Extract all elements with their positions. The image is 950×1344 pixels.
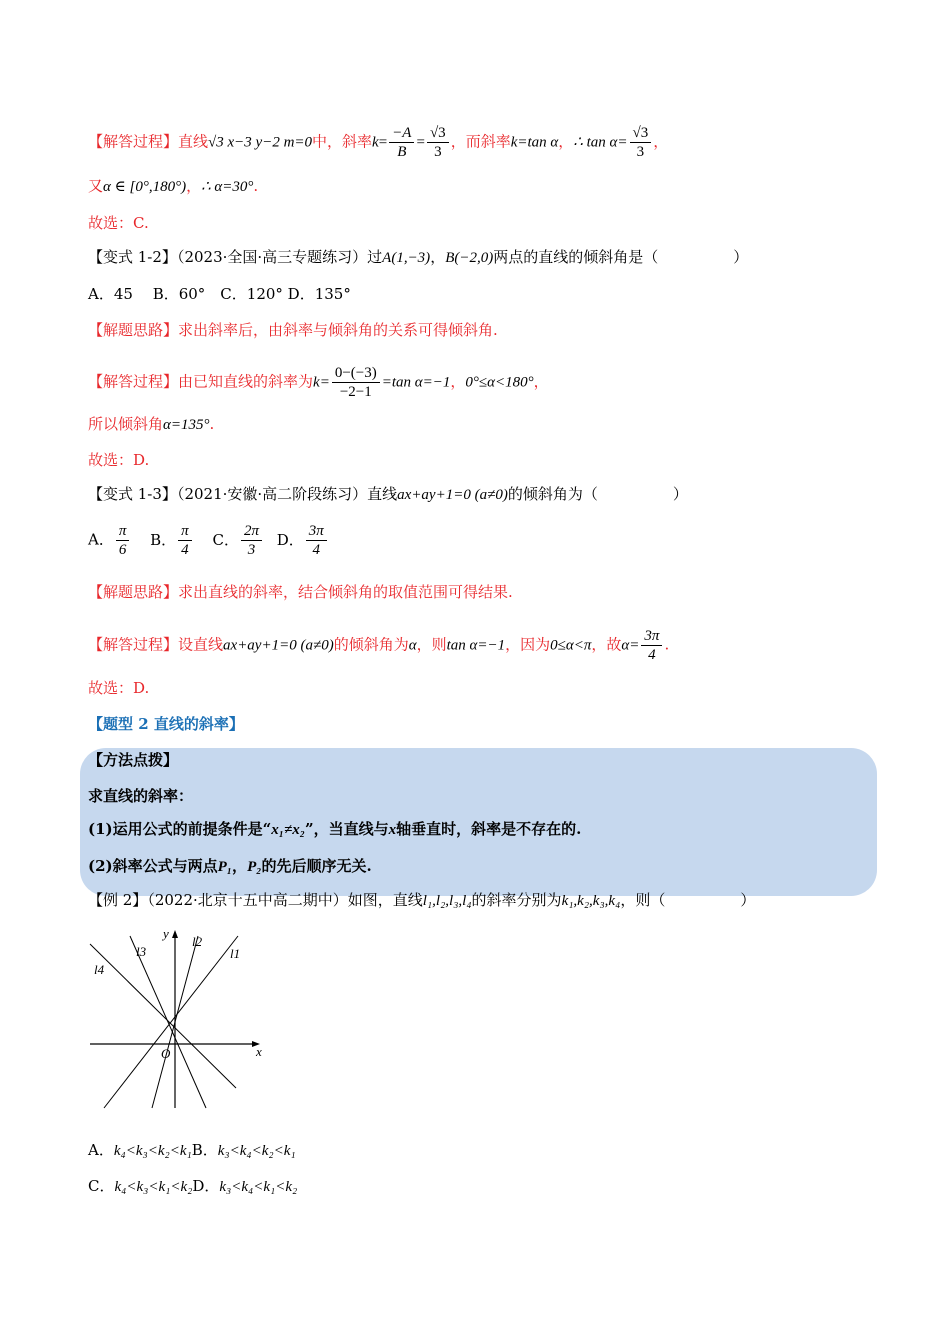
fraction-numerator: 2π: [241, 522, 262, 541]
text: 所以倾斜角: [88, 415, 164, 433]
option-c-fraction: [241, 522, 262, 559]
method-line-3: [88, 856, 372, 877]
fraction: [630, 124, 652, 161]
math: α: [408, 637, 417, 654]
option-a-label: A．: [88, 1141, 114, 1159]
text: ，: [430, 248, 446, 266]
option-c-label: C．: [88, 1177, 115, 1195]
fraction: [332, 364, 380, 401]
math: ax+ay+1=0 (a≠0): [397, 487, 508, 503]
text: 两点的直线的倾斜角是（ ）: [493, 248, 749, 266]
math: 0°≤α<180°: [465, 374, 534, 391]
text: 又: [88, 177, 104, 195]
math-eq: =: [416, 134, 425, 151]
fraction-numerator: 3π: [641, 627, 662, 646]
option-a-label: A．: [88, 530, 114, 549]
text: ，而斜率: [450, 132, 511, 151]
question-source: （2022·北京十五中高二期中）如图，直线: [147, 891, 423, 909]
math: =tan α=−1: [381, 374, 451, 391]
example-tag: 【例 2】: [88, 891, 148, 909]
solution-process-line: [88, 627, 669, 664]
solution-idea-line: [88, 582, 513, 602]
option-b-label: B．: [191, 1141, 218, 1159]
l3-label: l3: [136, 944, 147, 959]
variant-1-3-options: [88, 522, 329, 559]
option-b-fraction: [178, 522, 192, 559]
variant-1-2-question: [88, 247, 748, 268]
text: ，: [186, 177, 202, 195]
text: 求出直线的斜率，结合倾斜角的取值范围可得结果.: [178, 583, 513, 601]
fraction: [389, 124, 414, 161]
fraction-numerator: 0−(−3): [332, 364, 380, 383]
math: ∴ tan α=: [573, 134, 628, 151]
text: (2)斜率公式与两点: [88, 857, 218, 875]
math-eq: =: [378, 134, 388, 151]
method-title: 【方法点拨】: [88, 751, 179, 769]
example-2-question: [88, 890, 755, 911]
variant-1-3-question: [88, 484, 688, 505]
fraction-numerator: √3: [427, 124, 449, 143]
fraction-numerator: π: [116, 522, 130, 541]
text: 轴垂直时，斜率是不存在的.: [396, 820, 582, 838]
math: k=tan α: [510, 134, 559, 151]
text: ，则: [416, 635, 447, 654]
text: 求出斜率后，由斜率与倾斜角的关系可得倾斜角.: [178, 321, 498, 339]
text: .: [664, 635, 670, 654]
text: ，故: [591, 635, 622, 654]
math: x: [388, 822, 397, 838]
math: ∴ α=30°: [201, 179, 254, 195]
option-a-expr: k₄<k₃<k₂<k₁: [113, 1143, 192, 1159]
math: α=: [621, 637, 640, 654]
fraction-denominator: 4: [648, 647, 656, 663]
text: 中，斜率: [312, 132, 373, 151]
math: l₁,l₂,l₃,l₄: [422, 893, 472, 909]
math: tan α=−1: [446, 637, 506, 654]
section-heading: 【题型 2 直线的斜率】: [88, 715, 244, 733]
fraction-denominator: B: [397, 144, 407, 160]
option-d-fraction: [306, 522, 327, 559]
option-d-label: D．: [276, 530, 304, 549]
fraction-denominator: 4: [181, 542, 189, 558]
point-a: A(1,−3): [382, 250, 431, 266]
math-k: k: [372, 134, 379, 151]
text: 的斜率分别为: [471, 891, 562, 909]
fraction-denominator: 3: [636, 144, 645, 160]
line-l3: [130, 936, 206, 1108]
math: k₁,k₂,k₃,k₄: [561, 893, 621, 909]
section-tag: 【解题思路】: [88, 321, 179, 339]
y-axis-arrow-icon: [172, 930, 178, 938]
l4-label: l4: [94, 962, 105, 977]
lines-figure: [84, 922, 274, 1112]
fraction: [427, 124, 449, 161]
math: P₂: [247, 859, 262, 875]
text: 的倾斜角为（ ）: [507, 485, 688, 503]
option-b-expr: k₃<k₄<k₂<k₁: [217, 1143, 296, 1159]
fraction-denominator: 6: [118, 542, 127, 558]
option-a-fraction: [116, 522, 130, 559]
method-line-1: 求直线的斜率：: [88, 787, 194, 805]
l1-label: l1: [230, 946, 241, 961]
solution-process-line: [88, 364, 549, 401]
option-c-expr: k₄<k₃<k₁<k₂: [114, 1179, 193, 1195]
option-d-expr: k₃<k₄<k₁<k₂: [219, 1179, 298, 1195]
math: ax+ay+1=0 (a≠0): [223, 637, 334, 654]
text: 的先后顺序无关.: [261, 857, 372, 875]
math: k=: [313, 374, 330, 391]
answer-line: 故选：D.: [88, 679, 150, 697]
text: ，: [450, 372, 466, 391]
text: ，: [653, 132, 669, 151]
section-tag: 【解答过程】: [88, 132, 179, 151]
origin-label: O: [161, 1046, 171, 1061]
solution-idea-line: [88, 320, 498, 340]
line-l1: [104, 936, 241, 1108]
text: ”，当直线与: [304, 820, 389, 838]
fraction: [641, 627, 662, 664]
variant-tag: 【变式 1-2】: [88, 248, 177, 266]
fraction-numerator: π: [178, 522, 192, 541]
text: .: [253, 177, 259, 195]
text: ，因为: [505, 635, 551, 654]
x-axis-label: x: [256, 1044, 262, 1059]
example-2-options-ab: [88, 1140, 296, 1161]
text: .: [209, 415, 215, 433]
math: α ∈ [0°,180°): [103, 179, 187, 195]
option-c-label: C．: [212, 530, 239, 549]
section-tag: 【解答过程】: [88, 372, 179, 391]
math: x₁≠x₂: [271, 822, 305, 838]
variant-1-2-options: A．45 B．60° C．120° D．135°: [88, 285, 351, 303]
answer-line: 故选：D.: [88, 451, 150, 469]
text: 的倾斜角为: [333, 635, 409, 654]
fraction-denominator: 3: [434, 144, 442, 160]
text: 设直线: [178, 635, 224, 654]
point-b: B(−2,0): [445, 250, 494, 266]
text: 直线: [178, 132, 209, 151]
method-line-2: [88, 819, 581, 840]
fraction-denominator: 3: [247, 542, 256, 558]
section-tag: 【解题思路】: [88, 583, 179, 601]
text: 由已知直线的斜率为: [178, 372, 314, 391]
l2-label: l2: [192, 934, 203, 949]
fraction-numerator: 3π: [306, 522, 327, 541]
math: P₁: [217, 859, 233, 875]
solution-process-line: [88, 124, 668, 161]
result-line: [88, 414, 214, 435]
fraction-numerator: −A: [389, 124, 414, 143]
question-source: （2021·安徽·高二阶段练习）直线: [176, 485, 398, 503]
text: ，: [232, 857, 248, 875]
option-d-label: D．: [192, 1177, 220, 1195]
section-tag: 【解答过程】: [88, 635, 179, 654]
example-2-options-cd: [88, 1176, 297, 1197]
y-axis-label: y: [163, 926, 169, 941]
text: ，: [558, 132, 574, 151]
fraction-numerator: √3: [630, 124, 652, 143]
text: ，: [533, 372, 549, 391]
fraction-denominator: 4: [312, 542, 321, 558]
variant-tag: 【变式 1-3】: [88, 485, 177, 503]
math: α=135°: [163, 417, 210, 433]
solution-continuation-line: [88, 176, 258, 197]
answer-line: 故选：C.: [88, 214, 149, 232]
text: ，则（ ）: [620, 891, 756, 909]
math: 0≤α<π: [550, 637, 592, 654]
text: (1)运用公式的前提条件是“: [88, 820, 272, 838]
fraction-denominator: −2−1: [339, 384, 372, 400]
question-source: （2023·全国·高三专题练习）过: [176, 248, 383, 266]
option-b-label: B．: [150, 530, 177, 549]
equation: √3 x−3 y−2 m=0: [208, 134, 313, 151]
